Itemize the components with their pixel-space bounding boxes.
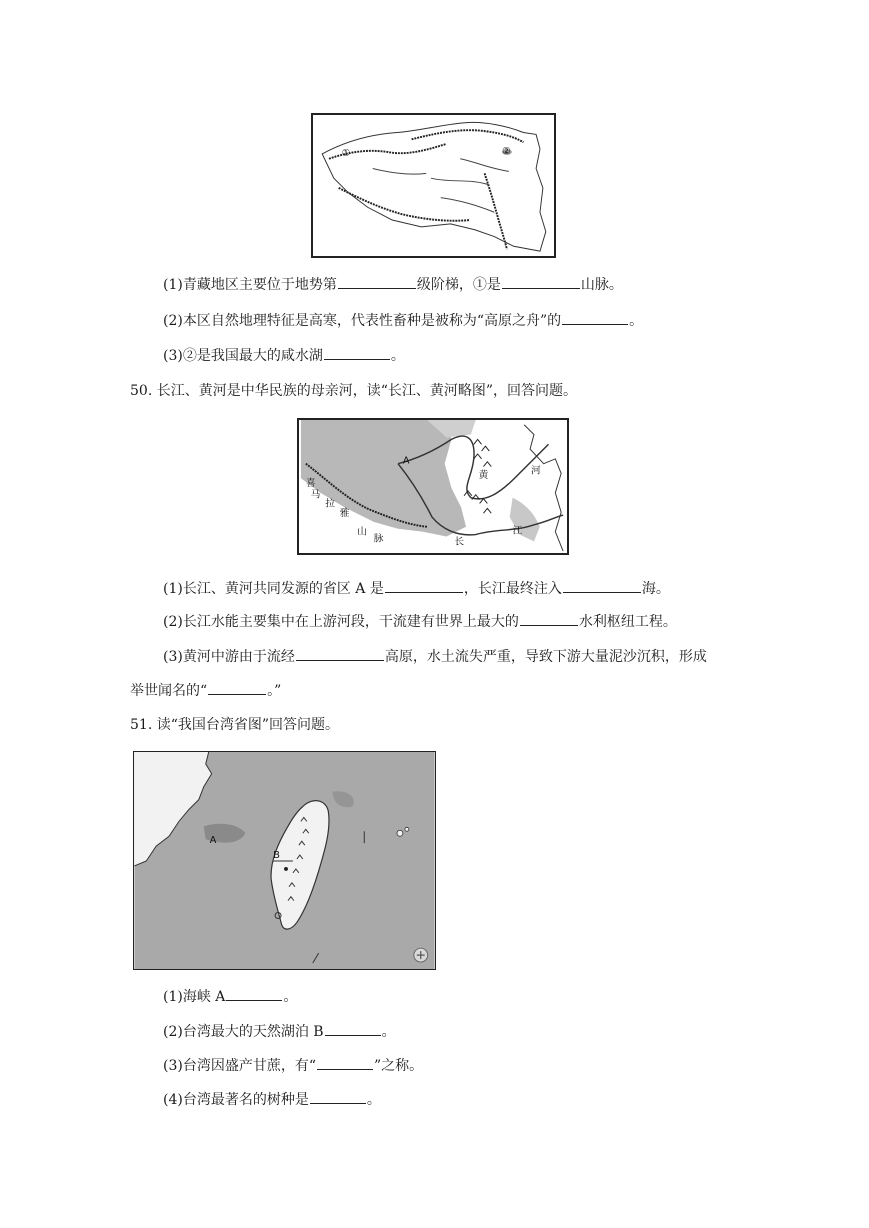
q51-s3-part-b: ”之称。 (374, 1058, 424, 1074)
qinghai-tibet-map-drawing (313, 115, 554, 256)
label-he: 河 (531, 465, 541, 477)
q49-sentence-1 (163, 274, 623, 295)
q51-s3-part-a: (3)台湾因盛产甘蔗，有“ (163, 1058, 316, 1074)
q50-sentence-2 (163, 611, 677, 632)
q49-s3-part-b: 。 (390, 348, 405, 364)
label-a: A (402, 455, 410, 467)
taiwan-map (133, 751, 436, 970)
q51-s2-part-b: 。 (381, 1024, 396, 1040)
q50-sentence-3-cont (130, 680, 281, 701)
q51-sentence-4 (163, 1089, 381, 1110)
answer-blank-mountain[interactable] (502, 274, 580, 289)
q49-sentence-3 (163, 345, 405, 366)
q49-s2-part-a: (2)本区自然地理特征是高寒，代表性畜种是被称为“高原之舟”的 (163, 313, 562, 329)
himalaya-char-4: 雅 (339, 508, 350, 520)
q50-sentence-1 (163, 578, 670, 599)
q51-s4-part-b: 。 (366, 1092, 381, 1108)
q49-s1-part-b: 级阶梯，①是 (416, 277, 501, 293)
q51-stem: 51. 读“我国台湾省图”回答问题。 (130, 717, 340, 733)
q50-s3-part-b: 高原，水土流失严重，导致下游大量泥沙沉积，形成 (384, 649, 707, 665)
answer-blank-project[interactable] (520, 611, 578, 626)
q50-s2-part-b: 水利枢纽工程。 (578, 614, 677, 630)
q49-s1-part-a: (1)青藏地区主要位于地势第 (163, 277, 337, 293)
q50-s3-part-a: (3)黄河中游由于流经 (163, 649, 295, 665)
q50-s1-part-c: 海。 (641, 581, 670, 597)
marker-2: ② (502, 145, 511, 157)
q50-s1-part-b: ，长江最终注入 (463, 581, 562, 597)
yangtze-yellow-river-map (297, 418, 569, 555)
q50-s1-part-a: (1)长江、黄河共同发源的省区 A 是 (163, 581, 384, 597)
q51-sentence-1 (163, 986, 297, 1007)
q49-sentence-2 (163, 310, 643, 331)
answer-blank-step[interactable] (338, 274, 416, 289)
label-huang: 黄 (478, 470, 489, 482)
q50-s2-part-a: (2)长江水能主要集中在上游河段，干流建有世界上最大的 (163, 614, 519, 630)
himalaya-char-6: 脉 (373, 533, 384, 545)
answer-blank-tree[interactable] (310, 1089, 366, 1104)
q51-s1-part-a: (1)海峡 A (163, 989, 226, 1005)
q50-s3c-part-b: 。” (267, 683, 282, 699)
himalaya-char-2: 马 (310, 489, 321, 501)
q49-s2-part-b: 。 (629, 313, 644, 329)
answer-blank-province[interactable] (385, 578, 463, 593)
answer-blank-sea[interactable] (563, 578, 641, 593)
q50-stem: 50. 长江、黄河是中华民族的母亲河，读“长江、黄河略图”，回答问题。 (130, 383, 578, 399)
yangtze-yellow-river-map-drawing (299, 420, 567, 553)
answer-blank-lake[interactable] (325, 1021, 381, 1036)
q51-s4-part-a: (4)台湾最著名的树种是 (163, 1092, 309, 1108)
q51-s2-part-a: (2)台湾最大的天然湖泊 B (163, 1024, 324, 1040)
answer-blank-lake[interactable] (324, 345, 390, 360)
label-jiang: 江 (512, 525, 523, 537)
himalaya-char-5: 山 (357, 526, 367, 538)
q50-sentence-3 (163, 646, 707, 667)
answer-blank-plateau[interactable] (296, 646, 384, 661)
label-chang: 长 (454, 536, 465, 548)
q51-s1-part-b: 。 (283, 989, 298, 1005)
marker-1: ① (341, 147, 351, 159)
answer-blank-strait[interactable] (226, 986, 282, 1001)
q49-s1-part-c: 山脉。 (580, 277, 623, 293)
answer-blank-landform[interactable] (208, 680, 266, 695)
himalaya-char-3: 拉 (325, 498, 335, 510)
himalaya-char-1: 喜 (305, 478, 316, 490)
qinghai-tibet-map (311, 113, 556, 258)
q49-s3-part-a: (3)②是我国最大的咸水湖 (163, 348, 323, 364)
q51-sentence-2 (163, 1021, 396, 1042)
label-b: B (273, 850, 280, 862)
label-a: A (209, 835, 217, 847)
answer-blank-nickname[interactable] (317, 1055, 373, 1070)
answer-blank-animal[interactable] (562, 310, 628, 325)
q51-sentence-3 (163, 1055, 423, 1076)
q50-s3c-part-a: 举世闻名的“ (130, 683, 208, 699)
taiwan-map-drawing (134, 752, 435, 969)
